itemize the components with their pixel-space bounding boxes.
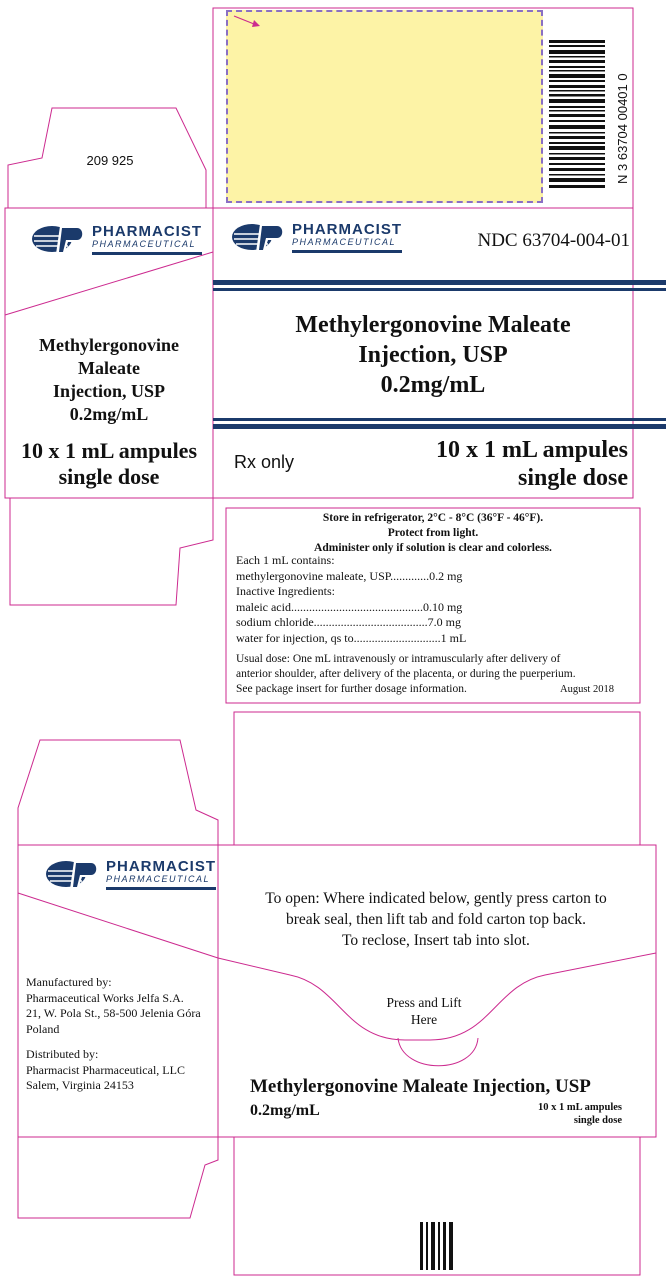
composition-active: methylergonovine maleate, USP.............0.2 mg xyxy=(236,568,463,583)
open-line2: break seal, then lift tab and fold carton top back. xyxy=(286,911,586,928)
rx-only: Rx only xyxy=(234,452,295,472)
inactive-heading: Inactive Ingredients: xyxy=(236,584,335,598)
side-count-line2: single dose xyxy=(58,464,160,489)
product-name-line2: Injection, USP xyxy=(358,342,508,368)
side-name-line3: Injection, USP xyxy=(53,381,165,401)
side-count-line1: 10 x 1 mL ampules xyxy=(20,438,198,463)
open-instructions xyxy=(226,888,646,951)
brand-line2: PHARMACEUTICAL xyxy=(106,873,211,884)
brand-logo xyxy=(230,220,402,254)
footer-stripe xyxy=(213,424,666,429)
revision-date: August 2018 xyxy=(560,684,614,695)
brand-logo xyxy=(44,857,216,891)
barcode-digits: N 3 63704 00401 0 xyxy=(615,73,630,184)
header-stripe xyxy=(213,288,666,291)
manufacturer-info xyxy=(26,975,216,1037)
product-name-line1: Methylergonovine Maleate xyxy=(295,312,571,338)
press-lift-tab[interactable] xyxy=(374,994,474,1028)
side-product-title xyxy=(5,334,213,426)
side-strength: 0.2mg/mL xyxy=(69,404,149,424)
brand-line2: PHARMACEUTICAL xyxy=(92,238,197,249)
count-bottom-line1: 10 x 1 mL ampules xyxy=(537,1102,622,1113)
composition-each: Each 1 mL contains: xyxy=(236,553,335,567)
brand-line1: PHARMACIST xyxy=(292,220,402,238)
brand-logo xyxy=(30,222,202,256)
bottom-barcode xyxy=(420,1222,454,1270)
ingredient-1: maleic acid............................................0.10 mg xyxy=(236,599,463,614)
product-strength-bottom: 0.2mg/mL xyxy=(250,1102,320,1119)
ampule-count-bottom xyxy=(480,1101,622,1127)
brand-line1: PHARMACIST xyxy=(106,857,216,875)
manufacturer-heading: Manufactured by: xyxy=(26,975,112,989)
count-line2: single dose xyxy=(517,465,628,491)
count-bottom-line2: single dose xyxy=(573,1115,622,1126)
pharmacist-logo-icon xyxy=(30,222,84,256)
brand-line1: PHARMACIST xyxy=(92,222,202,240)
side-ampule-count xyxy=(5,438,213,490)
composition xyxy=(236,553,516,646)
brand-line2: PHARMACEUTICAL xyxy=(292,236,397,247)
count-line1: 10 x 1 mL ampules xyxy=(435,437,628,463)
distributor-heading: Distributed by: xyxy=(26,1047,99,1061)
ampule-count xyxy=(400,436,628,492)
storage-line1: Store in refrigerator, 2°C - 8°C (36°F - 46°F). xyxy=(322,512,544,524)
usual-dose-line2: anterior shoulder, after delivery of the placenta, or during the puerperium. xyxy=(236,668,576,680)
manufacturer-line2: 21, W. Pola St., 58-500 Jelenia Góra xyxy=(26,1006,201,1020)
pharmacist-logo-icon xyxy=(44,857,98,891)
product-strength: 0.2mg/mL xyxy=(380,372,486,398)
distributor-line2: Salem, Virginia 24153 xyxy=(26,1078,134,1092)
lot-exp-label-area xyxy=(226,10,543,203)
product-full-name: Methylergonovine Maleate Injection, USP xyxy=(250,1076,591,1097)
ndc-number: NDC 63704-004-01 xyxy=(477,230,630,251)
usual-dose-line3: See package insert for further dosage information. xyxy=(236,683,467,695)
storage-line3: Administer only if solution is clear and colorless. xyxy=(314,542,552,554)
header-stripe xyxy=(213,280,666,285)
product-title xyxy=(213,310,653,400)
ingredient-2: sodium chloride......................................7.0 mg xyxy=(236,615,461,629)
open-line1: To open: Where indicated below, gently press carton to xyxy=(265,890,607,907)
code-number: 209 925 xyxy=(86,153,134,168)
distributor-info xyxy=(26,1047,216,1094)
side-name-line1: Methylergonovine xyxy=(39,335,179,355)
barcode xyxy=(549,40,605,190)
press-lift-line1: Press and Lift xyxy=(386,995,462,1010)
press-lift-line2: Here xyxy=(410,1012,438,1027)
manufacturer-line1: Pharmaceutical Works Jelfa S.A. xyxy=(26,990,184,1005)
arrow-icon xyxy=(232,14,262,35)
open-line3: To reclose, Insert tab into slot. xyxy=(342,932,530,949)
footer-stripe xyxy=(213,418,666,421)
pharmacist-logo-icon xyxy=(230,220,284,254)
distributor-line1: Pharmacist Pharmaceutical, LLC xyxy=(26,1062,185,1077)
storage-instructions xyxy=(226,511,640,556)
side-name-line2: Maleate xyxy=(78,358,140,378)
storage-line2: Protect from light. xyxy=(387,527,479,539)
ingredient-3: water for injection, qs to.............................1 mL xyxy=(236,630,467,645)
usual-dose-line1: Usual dose: One mL intravenously or intramuscularly after delivery of xyxy=(236,653,561,665)
manufacturer-line3: Poland xyxy=(26,1021,60,1036)
